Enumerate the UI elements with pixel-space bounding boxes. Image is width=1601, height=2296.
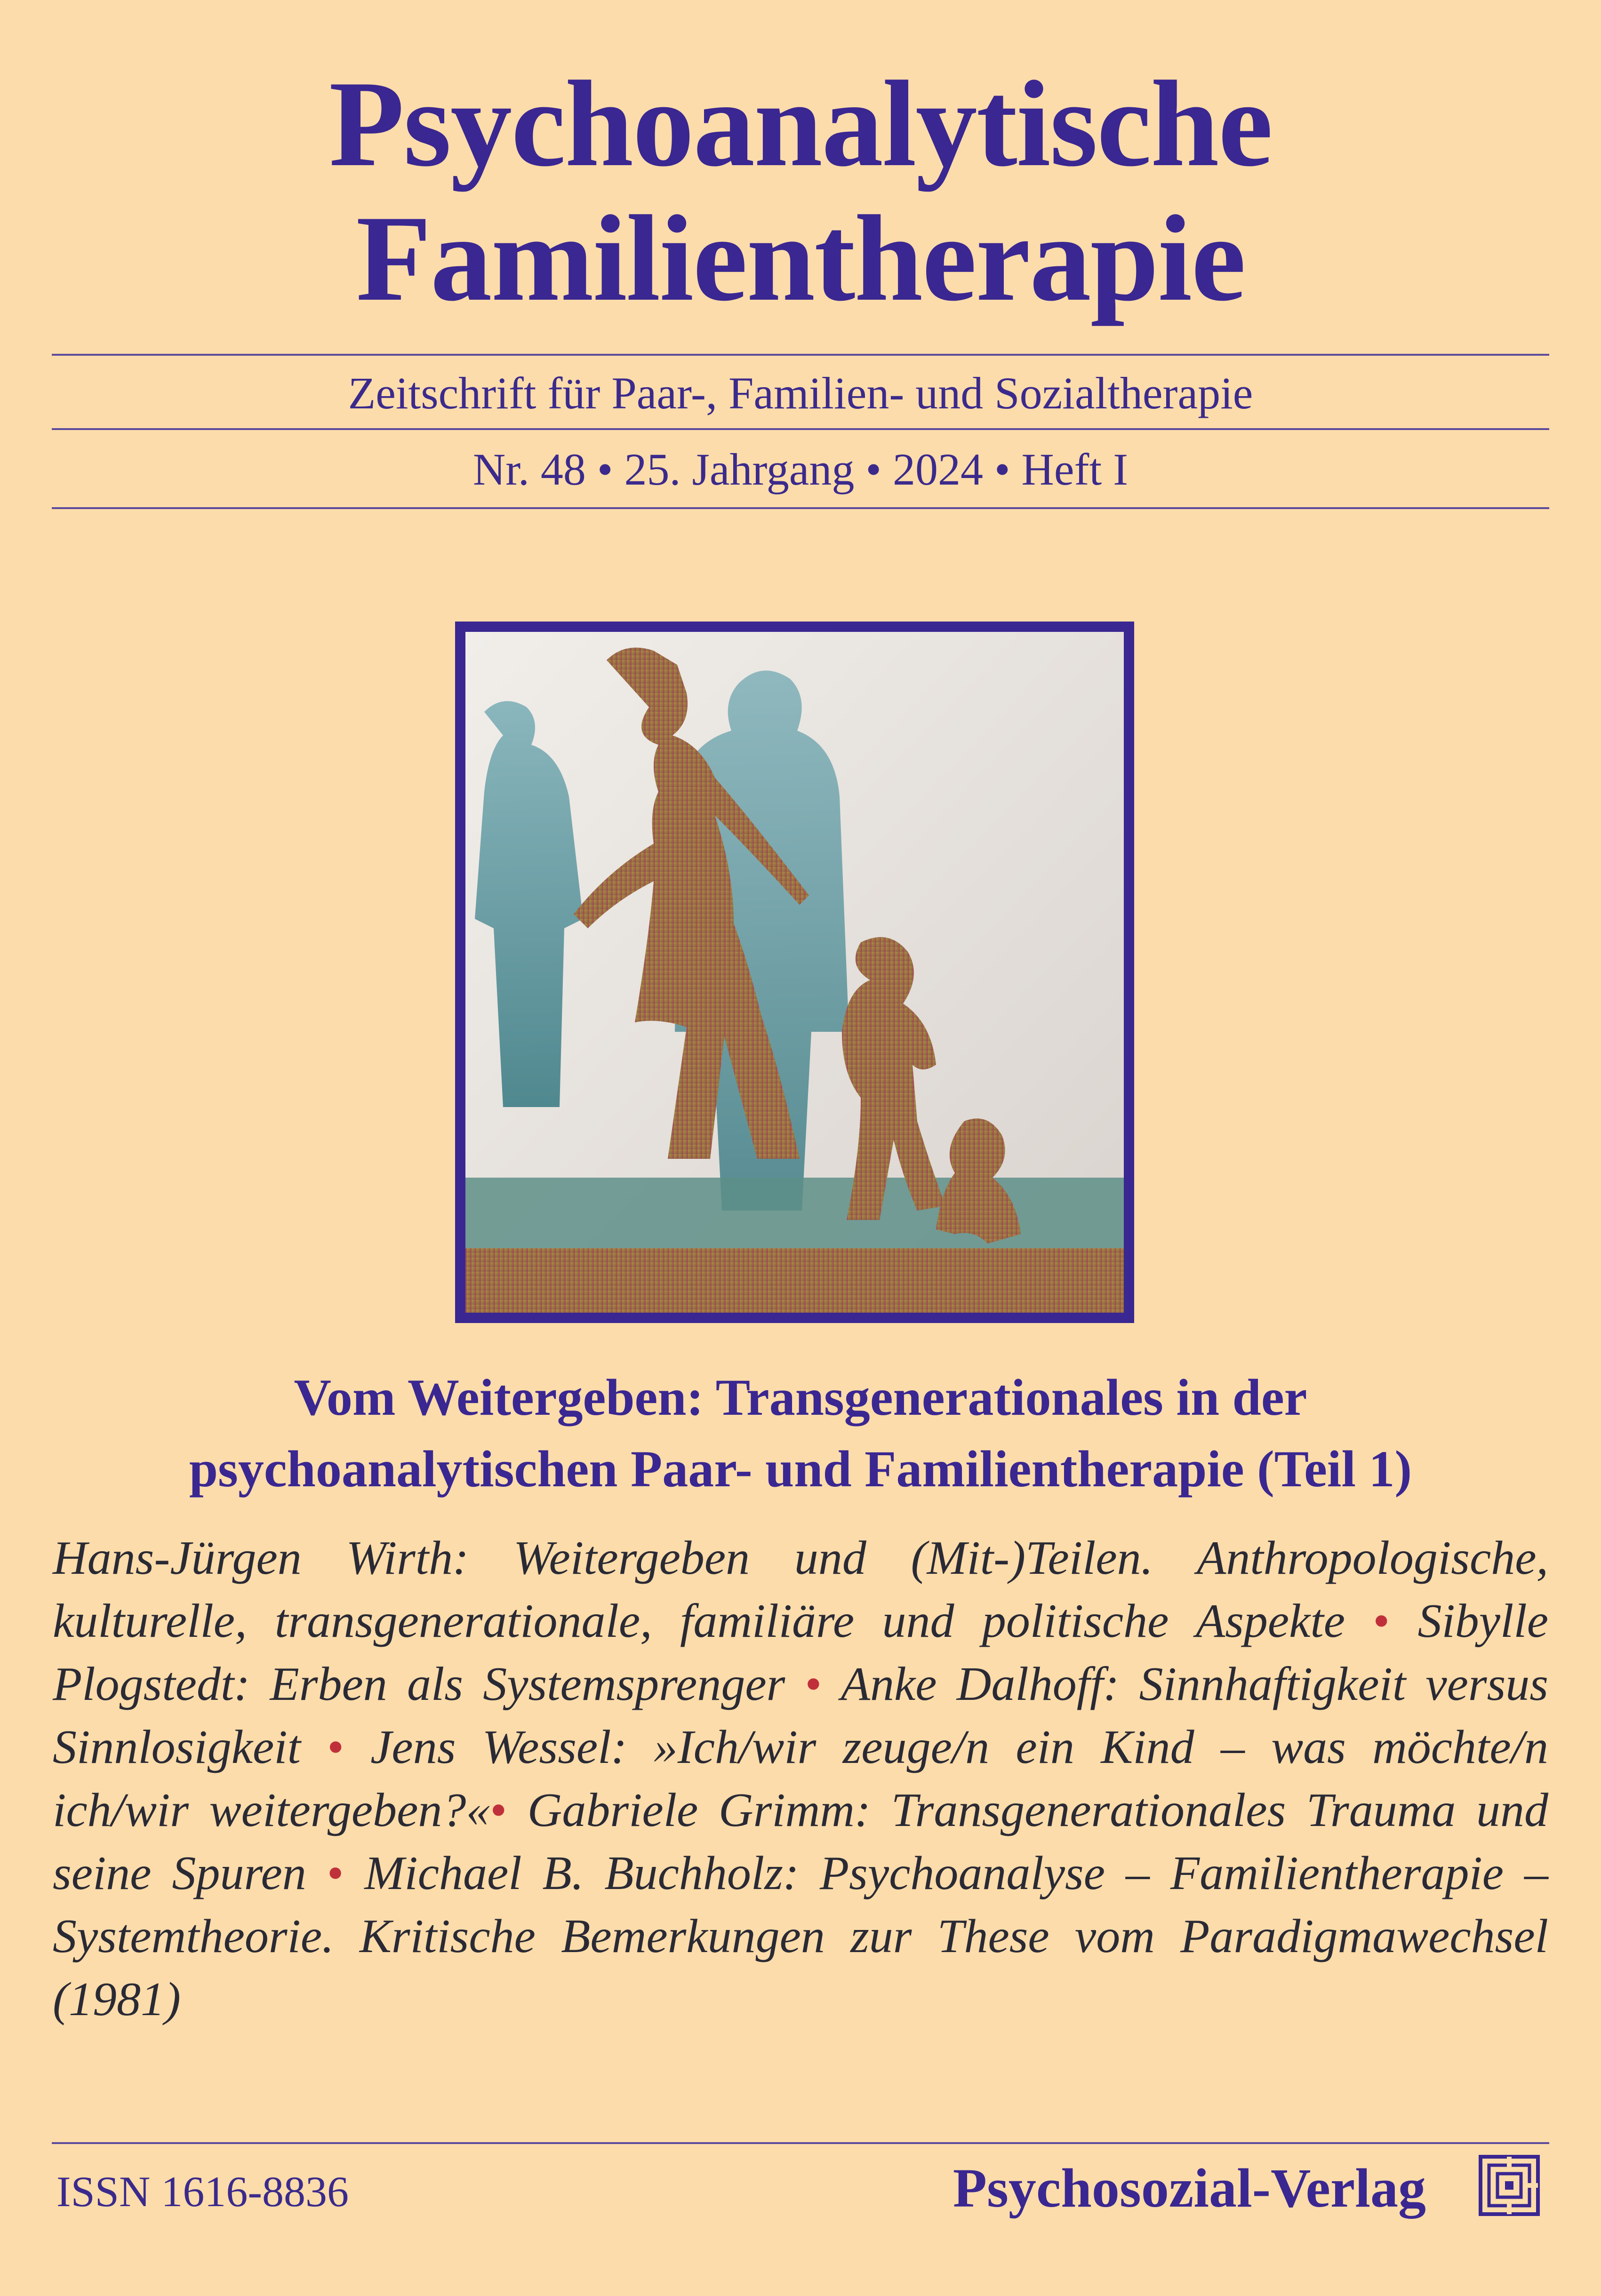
journal-subtitle: Zeitschrift für Paar-, Familien- und Sozialtherapie [348,368,1253,418]
table-of-contents [53,1527,1548,2031]
divider [52,354,1549,356]
divider [52,428,1549,430]
contents-item[interactable]: Gabriele Grimm: Transgenerationales Trauma und seine Spuren [53,1784,1549,1900]
issue-info: Nr. 48 • 25. Jahrgang • 2024 • Heft I [472,444,1129,494]
cover-photo [455,622,1134,1323]
issn: ISSN 1616-8836 [56,2168,349,2216]
bullet-separator: • [490,1784,507,1837]
contents-item[interactable]: Michael B. Buchholz: Psychoanalyse – Familientherapie – Systemtheorie. Kritische Bemerkungen zur These vom Paradigmawechsel (1981) [53,1847,1549,2026]
contents-item[interactable]: Hans-Jürgen Wirth: Weitergeben und (Mit-)Teilen. Anthropologische, kulturelle, transgenerationale, familiäre und politische Aspekte [53,1531,1548,1648]
bullet-separator: • [1373,1594,1390,1648]
contents-item[interactable]: Sibylle Plogstedt: Erben als Systemsprenger [53,1594,1548,1711]
publisher-logo-icon [1479,2155,1540,2216]
bullet-separator: • [327,1721,344,1774]
headline-line1: Vom Weitergeben: Transgenerationales in der [294,1369,1307,1426]
journal-title-line1: Psychoanalytische [329,56,1272,192]
bullet-separator: • [805,1658,822,1711]
journal-title-line2: Familientherapie [356,190,1245,327]
paper-cutout-family-silhouettes-icon [465,632,1124,1313]
footer-divider [52,2142,1549,2144]
bullet-separator: • [327,1847,344,1900]
divider [52,507,1549,509]
headline-line2: psychoanalytischen Paar- und Familientherapie (Teil 1) [189,1440,1412,1498]
contents-item[interactable]: Jens Wessel: »Ich/wir zeuge/n ein Kind – was möchte/n ich/wir weitergeben?« [53,1721,1549,1837]
publisher-name: Psychosozial-Verlag [953,2157,1426,2219]
contents-item[interactable]: Anke Dalhoff: Sinnhaftigkeit versus Sinnlosigkeit [53,1658,1548,1774]
